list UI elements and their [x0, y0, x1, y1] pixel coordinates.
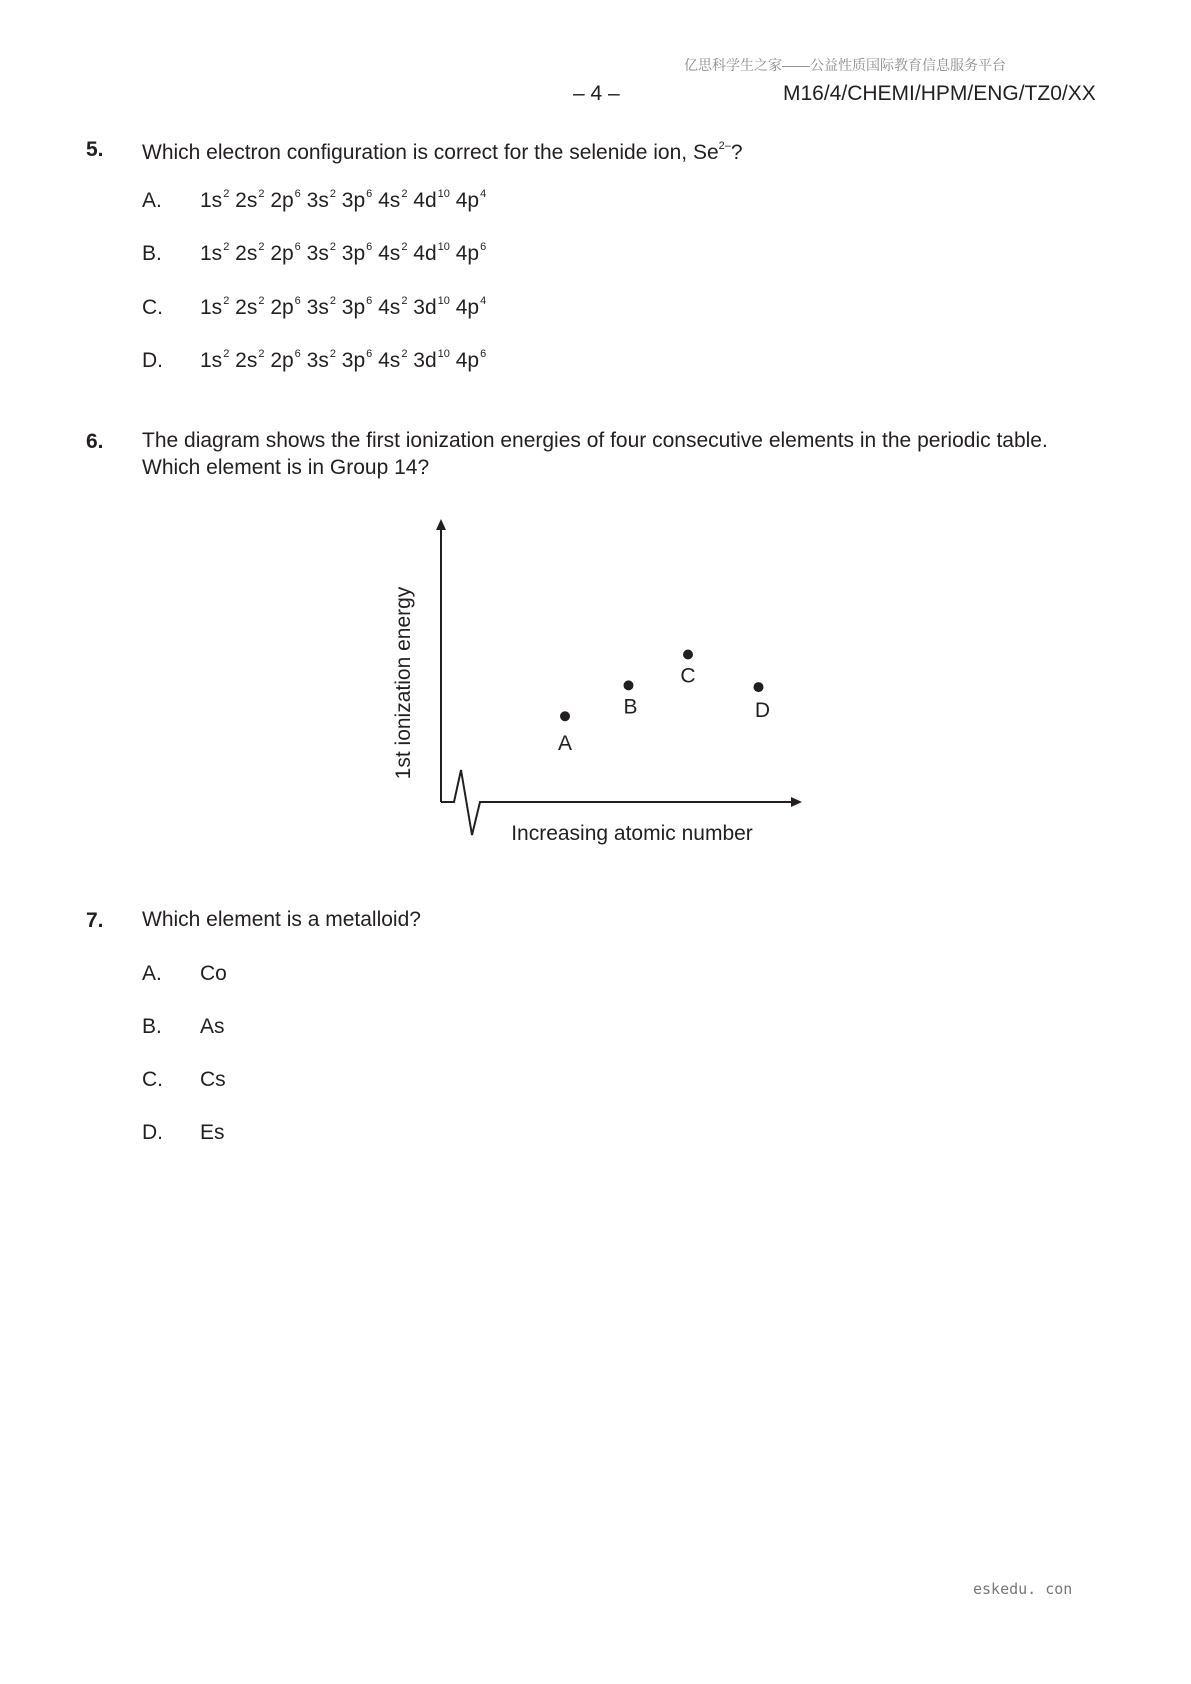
electron-count: 6	[294, 241, 301, 253]
question-6-number: 6.	[86, 430, 104, 453]
orbital-term	[307, 349, 336, 372]
electron-count: 2	[329, 295, 336, 307]
x-axis-label: Increasing atomic number	[511, 822, 753, 845]
data-label-c: C	[680, 664, 696, 688]
orbital: 4p	[455, 296, 480, 319]
orbital-term	[456, 296, 486, 319]
q5-option-letter: D.	[142, 349, 163, 372]
electron-count: 2	[401, 188, 408, 200]
orbital: 3d	[413, 296, 437, 319]
orbital-term	[270, 349, 300, 372]
data-label-d: D	[754, 699, 771, 723]
orbital: 4d	[413, 189, 437, 212]
orbital: 4s	[378, 242, 401, 265]
orbital-term	[413, 349, 450, 372]
electron-count: 6	[480, 348, 487, 360]
electron-count: 6	[366, 348, 373, 360]
y-axis-arrowhead	[436, 519, 446, 530]
orbital-term	[342, 296, 372, 319]
q7-option-letter: C.	[142, 1068, 163, 1091]
x-axis-arrowhead	[791, 797, 802, 807]
orbital-term	[456, 189, 486, 212]
electron-count: 6	[480, 241, 487, 253]
q7-option-cs[interactable]: Cs	[200, 1068, 226, 1091]
orbital-term	[307, 242, 336, 265]
orbital: 3s	[306, 189, 329, 212]
q7-option-es[interactable]: Es	[200, 1121, 225, 1144]
q7-option-letter: A.	[142, 962, 162, 985]
orbital: 2p	[270, 349, 294, 372]
orbital-term	[235, 296, 264, 319]
orbital: 3s	[306, 296, 329, 319]
orbital-term	[342, 189, 372, 212]
orbital: 1s	[200, 189, 223, 212]
q7-option-as[interactable]: As	[200, 1015, 225, 1038]
orbital-term	[200, 296, 229, 319]
q7-option-co[interactable]: Co	[200, 962, 227, 985]
orbital: 2p	[270, 189, 294, 212]
data-point-a	[560, 711, 570, 721]
electron-count: 2	[223, 348, 230, 360]
chart-points	[558, 649, 770, 755]
electron-count: 6	[294, 188, 301, 200]
orbital-term	[378, 296, 407, 319]
electron-count: 2	[329, 241, 336, 253]
orbital: 3s	[306, 349, 329, 372]
question-7-number: 7.	[86, 909, 104, 932]
orbital-term	[270, 296, 300, 319]
orbital: 3p	[341, 242, 366, 265]
orbital-term	[413, 189, 450, 212]
electron-count: 10	[437, 188, 450, 200]
orbital-term	[235, 189, 264, 212]
orbital-term	[456, 242, 486, 265]
electron-count: 6	[294, 295, 301, 307]
q5-option-letter: A.	[142, 189, 162, 212]
chart-axes	[436, 519, 802, 835]
orbital: 1s	[200, 349, 223, 372]
electron-count: 2	[223, 188, 230, 200]
orbital-term	[200, 189, 229, 212]
question-6-line-1: The diagram shows the first ionization energies of four consecutive elements in the periodic table.	[142, 429, 1048, 452]
ion-charge: 2–	[718, 140, 731, 152]
orbital: 2p	[270, 296, 294, 319]
orbital: 1s	[200, 296, 223, 319]
electron-count: 2	[258, 241, 265, 253]
electron-count: 2	[258, 348, 265, 360]
electron-count: 6	[366, 241, 373, 253]
orbital: 2s	[235, 189, 258, 212]
page-number: – 4 –	[573, 82, 620, 105]
ionization-energy-chart	[380, 515, 810, 860]
question-6-line-2: Which element is in Group 14?	[142, 456, 430, 479]
question-7-text: Which element is a metalloid?	[142, 908, 421, 931]
orbital: 2s	[235, 296, 258, 319]
orbital-term	[200, 242, 229, 265]
orbital: 2s	[235, 349, 258, 372]
orbital: 3p	[341, 296, 366, 319]
orbital-term	[342, 242, 372, 265]
data-point-d	[754, 682, 764, 692]
electron-count: 4	[480, 295, 487, 307]
orbital: 4s	[378, 189, 401, 212]
q5-option-configuration[interactable]	[200, 349, 486, 373]
orbital: 3d	[413, 349, 437, 372]
orbital-term	[378, 242, 407, 265]
orbital-term	[270, 242, 300, 265]
electron-count: 2	[401, 295, 408, 307]
q7-option-letter: B.	[142, 1015, 162, 1038]
electron-count: 2	[329, 188, 336, 200]
orbital-term	[413, 242, 450, 265]
orbital-term	[200, 349, 229, 372]
watermark-text: 亿思科学生之家——公益性质国际教育信息服务平台	[684, 57, 1006, 73]
orbital-term	[235, 242, 264, 265]
electron-count: 6	[366, 188, 373, 200]
electron-count: 6	[294, 348, 301, 360]
q5-option-configuration[interactable]	[200, 189, 486, 213]
orbital: 4p	[455, 349, 480, 372]
orbital: 4s	[378, 296, 401, 319]
question-5-number: 5.	[86, 138, 104, 161]
data-label-a: A	[557, 732, 573, 756]
question-5-text	[142, 135, 743, 166]
q5-option-configuration[interactable]	[200, 296, 486, 320]
electron-count: 4	[480, 188, 487, 200]
orbital: 3p	[341, 189, 366, 212]
electron-count: 10	[437, 295, 450, 307]
orbital: 4p	[455, 189, 480, 212]
orbital-term	[378, 349, 407, 372]
orbital-term	[235, 349, 264, 372]
orbital: 2s	[235, 242, 258, 265]
orbital: 3s	[306, 242, 329, 265]
data-point-b	[624, 680, 634, 690]
orbital: 4d	[413, 242, 437, 265]
orbital-term	[342, 349, 372, 372]
footer-site-text: eskedu. con	[973, 1580, 1073, 1598]
orbital: 4s	[378, 349, 401, 372]
electron-count: 2	[401, 241, 408, 253]
question-5-mark: ?	[730, 141, 743, 164]
orbital-term	[378, 189, 407, 212]
electron-count: 10	[437, 348, 450, 360]
q7-option-letter: D.	[142, 1121, 163, 1144]
data-point-c	[683, 649, 693, 659]
electron-count: 2	[223, 241, 230, 253]
electron-count: 10	[437, 241, 450, 253]
orbital: 1s	[200, 242, 223, 265]
q5-option-letter: C.	[142, 296, 163, 319]
electron-count: 2	[258, 295, 265, 307]
paper-code: M16/4/CHEMI/HPM/ENG/TZ0/XX	[783, 82, 1096, 105]
question-5-stem: Which electron configuration is correct for the selenide ion, Se	[142, 141, 719, 164]
orbital-term	[270, 189, 300, 212]
orbital-term	[413, 296, 450, 319]
orbital: 4p	[455, 242, 480, 265]
q5-option-letter: B.	[142, 242, 162, 265]
orbital-term	[307, 189, 336, 212]
electron-count: 2	[329, 348, 336, 360]
orbital-term	[307, 296, 336, 319]
electron-count: 6	[366, 295, 373, 307]
electron-count: 2	[258, 188, 265, 200]
data-label-b: B	[623, 695, 638, 719]
orbital: 3p	[341, 349, 366, 372]
q5-option-configuration[interactable]	[200, 242, 486, 266]
electron-count: 2	[401, 348, 408, 360]
electron-count: 2	[223, 295, 230, 307]
orbital: 2p	[270, 242, 294, 265]
orbital-term	[456, 349, 486, 372]
y-axis-label: 1st ionization energy	[392, 586, 415, 780]
